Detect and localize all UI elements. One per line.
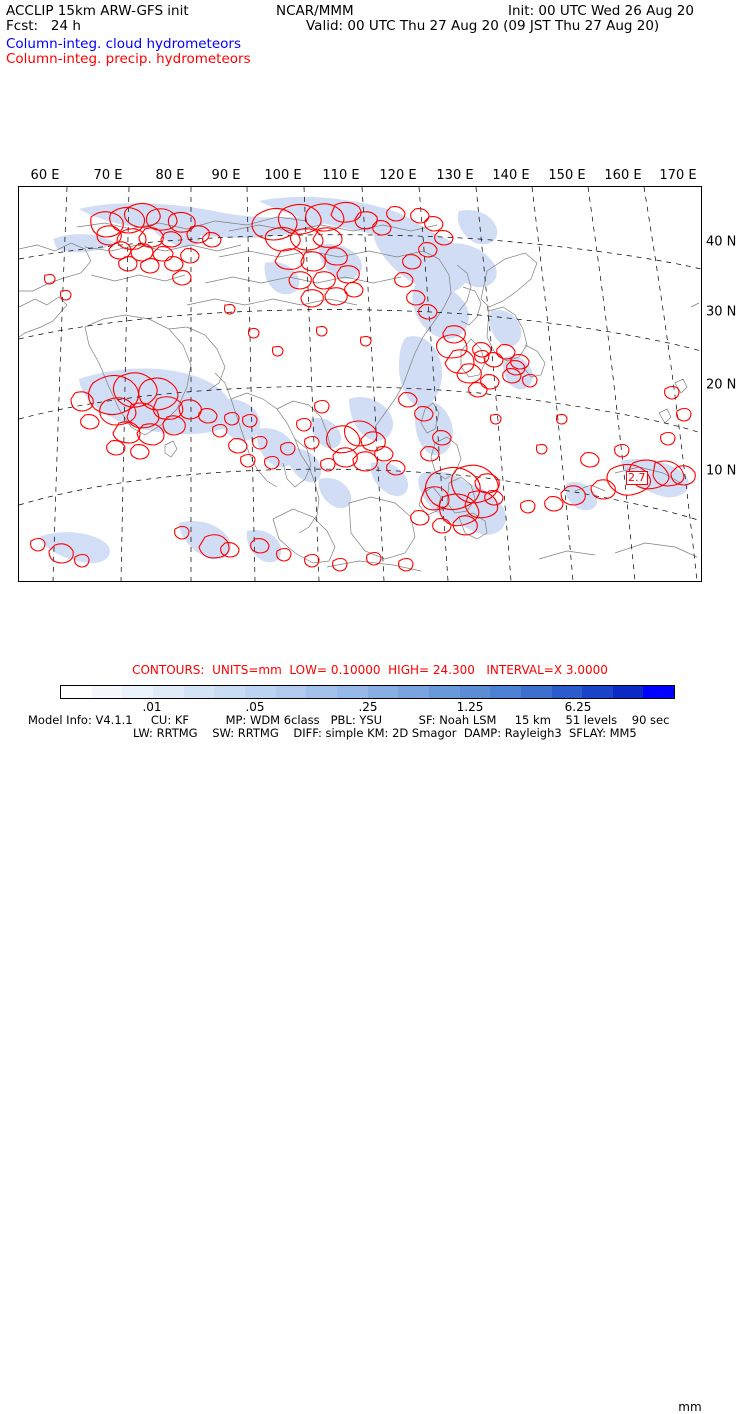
lon-label: 80 E [155, 168, 185, 183]
lon-label: 140 E [492, 168, 530, 183]
color-swatch [613, 686, 644, 698]
header-forecast-hour: Fcst: 24 h [6, 18, 81, 34]
legend-precip-hydrometeors: Column-integ. precip. hydrometeors [6, 51, 251, 67]
model-info-row-2: LW: RRTMG SW: RRTMG DIFF: simple KM: 2D Smagor DAMP: Rayleigh3 SFLAY: MM5 [133, 726, 637, 740]
colorbar-unit: mm [678, 1400, 702, 1414]
header [0, 0, 740, 70]
contours-title: CONTOURS: [132, 663, 205, 677]
header-center-label: NCAR/MMM [276, 3, 354, 19]
color-swatch [306, 686, 337, 698]
lat-label: 40 N [706, 234, 737, 250]
color-swatch [276, 686, 307, 698]
color-swatch [490, 686, 521, 698]
header-model-title: ACCLIP 15km ARW-GFS init [6, 3, 189, 19]
colorbar-tick: 1.25 [456, 700, 484, 714]
lon-label: 130 E [436, 168, 474, 183]
color-swatch [214, 686, 245, 698]
contours-high-value: 24.300 [432, 663, 475, 677]
contours-low-label: LOW= [289, 663, 328, 677]
longitude-axis-labels [18, 168, 702, 184]
color-swatch [184, 686, 215, 698]
lon-label: 100 E [264, 168, 302, 183]
color-swatch [582, 686, 613, 698]
latitude-axis-labels [706, 186, 740, 582]
color-swatch [245, 686, 276, 698]
color-swatch [368, 686, 399, 698]
color-swatch [398, 686, 429, 698]
header-init-time: Init: 00 UTC Wed 26 Aug 20 [508, 3, 694, 19]
colorbar-tick: .01 [142, 700, 162, 714]
lon-label: 60 E [30, 168, 60, 183]
colorbar-tick: 6.25 [564, 700, 592, 714]
lon-label: 120 E [379, 168, 417, 183]
contour-value-annotation: 2.7 [628, 471, 646, 484]
color-swatch [92, 686, 123, 698]
contours-interval-label: INTERVAL=X [486, 663, 563, 677]
color-swatch [552, 686, 583, 698]
lon-label: 170 E [659, 168, 697, 183]
colorbar-tick: .05 [245, 700, 265, 714]
color-swatch [521, 686, 552, 698]
color-swatch [460, 686, 491, 698]
contours-low-value: 0.10000 [330, 663, 381, 677]
lat-label: 20 N [706, 377, 737, 393]
contour-info-line [0, 663, 740, 677]
color-swatch [153, 686, 184, 698]
map-frame [18, 186, 702, 582]
lon-label: 110 E [322, 168, 360, 183]
lat-label: 10 N [706, 463, 737, 479]
lon-label: 90 E [211, 168, 241, 183]
color-swatch [643, 686, 674, 698]
color-scale-bar [60, 685, 675, 699]
color-swatch [337, 686, 368, 698]
contours-units: UNITS=mm [212, 663, 282, 677]
contours-high-label: HIGH= [388, 663, 430, 677]
colorbar-tick: .25 [358, 700, 378, 714]
map-canvas [19, 187, 701, 581]
lat-label: 30 N [706, 304, 737, 320]
lon-label: 150 E [548, 168, 586, 183]
model-info-row-1: Model Info: V4.1.1 CU: KF MP: WDM 6class PBL: YSU SF: Noah LSM 15 km 51 levels 90 sec [28, 713, 670, 727]
color-swatch [122, 686, 153, 698]
lon-label: 70 E [93, 168, 123, 183]
color-swatch [61, 686, 92, 698]
contours-interval-value: 3.0000 [565, 663, 608, 677]
header-valid-time: Valid: 00 UTC Thu 27 Aug 20 (09 JST Thu 27 Aug 20) [306, 18, 660, 34]
legend-cloud-hydrometeors: Column-integ. cloud hydrometeors [6, 36, 242, 52]
lon-label: 160 E [604, 168, 642, 183]
map-panel[interactable] [18, 186, 702, 582]
color-swatch [429, 686, 460, 698]
